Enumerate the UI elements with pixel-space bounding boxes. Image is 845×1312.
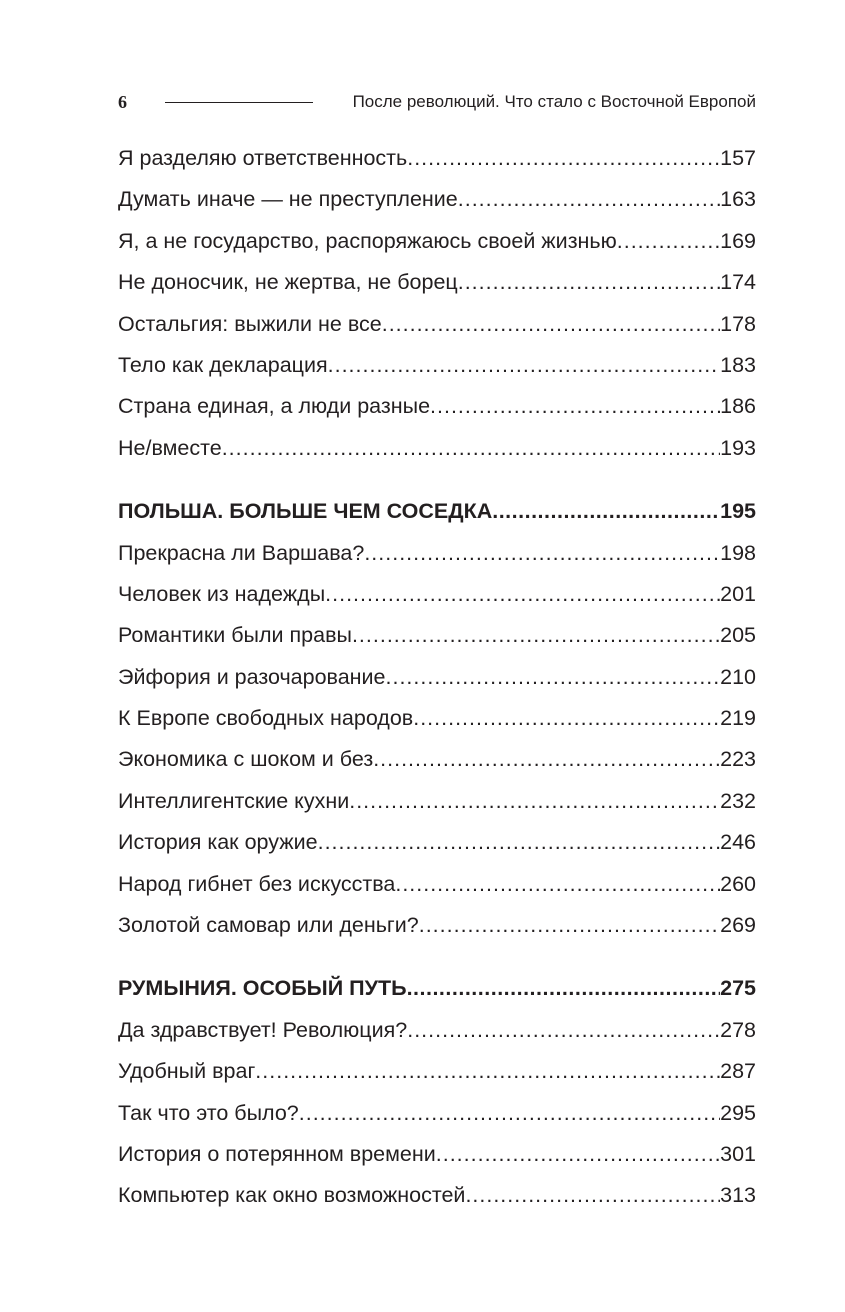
toc-entry[interactable]	[118, 138, 756, 179]
toc-entry-page: 219	[720, 706, 756, 731]
toc-entry-title: Я, а не государство, распоряжаюсь своей жизнью	[118, 228, 617, 253]
toc-entry-title: Не/вместе	[118, 435, 222, 460]
toc-entry-page: 193	[720, 435, 756, 460]
toc-entry-title: Эйфория и разочарование	[118, 664, 386, 689]
running-title: После революций. Что стало с Восточной Европой	[352, 92, 756, 111]
toc-entry-title: Страна единая, а люди разные	[118, 394, 431, 419]
dot-leader	[386, 657, 721, 698]
toc-entry[interactable]	[118, 698, 756, 739]
dot-leader	[458, 262, 720, 303]
toc-entry[interactable]	[118, 262, 756, 303]
dot-leader	[413, 698, 720, 739]
header-rule	[165, 102, 313, 103]
toc-entry-title: Я разделяю ответственность	[118, 146, 408, 170]
dot-leader	[419, 905, 720, 946]
toc-entry-page: 301	[720, 1141, 756, 1166]
dot-leader	[430, 386, 720, 427]
toc-entry[interactable]	[118, 386, 756, 427]
toc-entry-page: 260	[720, 871, 756, 896]
toc-entry[interactable]	[118, 428, 756, 469]
toc-entry-page: 295	[720, 1100, 756, 1125]
toc-entry-title: Человек из надежды	[118, 581, 326, 606]
dot-leader	[436, 1134, 720, 1175]
toc-entry[interactable]	[118, 304, 756, 345]
dot-leader	[352, 615, 720, 656]
toc-entry[interactable]	[118, 574, 756, 615]
toc-entry-page: 269	[720, 913, 756, 938]
toc-entry-title: Тело как декларация	[118, 352, 328, 377]
dot-leader	[299, 1093, 720, 1134]
toc-entry[interactable]	[118, 221, 756, 262]
toc-entry-page: 183	[720, 352, 756, 377]
toc-entry-page: 287	[720, 1059, 756, 1084]
dot-leader	[395, 864, 720, 905]
toc-entry-page: 278	[720, 1017, 756, 1042]
toc-entry[interactable]	[118, 905, 756, 946]
dot-leader	[465, 1175, 720, 1216]
toc-entry-title: Удобный враг	[118, 1059, 256, 1084]
toc-entry-title: Не доносчик, не жертва, не борец	[118, 270, 458, 295]
toc-entry-title: История как оружие	[118, 830, 318, 855]
toc-entry[interactable]	[118, 615, 756, 656]
table-of-contents	[118, 138, 756, 1217]
toc-entry-title: Думать иначе — не преступление	[118, 187, 458, 212]
toc-entry-page: 163	[720, 187, 756, 212]
toc-entry-title: Так что это было?	[118, 1100, 299, 1125]
toc-entry-title: Народ гибнет без искусства	[118, 871, 396, 896]
toc-entry-title: История о потерянном времени	[118, 1141, 436, 1166]
toc-entry[interactable]	[118, 657, 756, 698]
toc-section-heading-romania[interactable]	[118, 968, 756, 1009]
toc-entry-page: 232	[720, 788, 756, 813]
dot-leader	[364, 533, 720, 574]
toc-section-page: 195	[720, 499, 756, 524]
dot-leader	[382, 304, 720, 345]
toc-entry-page: 313	[720, 1183, 756, 1208]
page-number: 6	[118, 92, 127, 112]
section-spacer	[118, 946, 756, 968]
toc-entry[interactable]	[118, 345, 756, 386]
toc-entry[interactable]	[118, 1175, 756, 1216]
dot-leader	[349, 781, 720, 822]
toc-entry[interactable]	[118, 533, 756, 574]
toc-entry-title: Золотой самовар или деньги?	[118, 913, 419, 938]
dot-leader	[407, 138, 720, 179]
toc-entry-title: Остальгия: выжили не все	[118, 311, 382, 336]
toc-entry-page: 157	[720, 146, 756, 170]
dot-leader	[458, 179, 720, 220]
toc-entry-page: 223	[720, 747, 756, 772]
toc-entry[interactable]	[118, 179, 756, 220]
dot-leader	[222, 428, 720, 469]
dot-leader	[318, 822, 721, 863]
toc-entry-title: Компьютер как окно возможностей	[118, 1183, 466, 1208]
toc-entry-page: 178	[720, 311, 756, 336]
toc-entry[interactable]	[118, 864, 756, 905]
dot-leader	[407, 968, 721, 1009]
toc-entry-page: 205	[720, 623, 756, 648]
toc-entry-title: Прекрасна ли Варшава?	[118, 540, 365, 565]
toc-entry-page: 186	[720, 394, 756, 419]
toc-entry-title: Экономика с шоком и без	[118, 747, 374, 772]
dot-leader	[617, 221, 720, 262]
toc-section-title: ПОЛЬША. БОЛЬШЕ ЧЕМ СОСЕДКА	[118, 499, 493, 524]
toc-entry[interactable]	[118, 781, 756, 822]
toc-entry[interactable]	[118, 1093, 756, 1134]
toc-entry[interactable]	[118, 1134, 756, 1175]
toc-entry-page: 198	[720, 540, 756, 565]
dot-leader	[255, 1051, 720, 1092]
toc-entry-title: Романтики были правы	[118, 623, 352, 648]
section-spacer	[118, 469, 756, 491]
toc-section-title: РУМЫНИЯ. ОСОБЫЙ ПУТЬ	[118, 976, 407, 1001]
toc-entry-page: 174	[720, 270, 756, 295]
dot-leader	[492, 491, 720, 532]
toc-section-heading-poland[interactable]	[118, 491, 756, 532]
toc-entry-title: Да здравствует! Революция?	[118, 1017, 408, 1042]
dot-leader	[328, 345, 720, 386]
toc-entry-page: 246	[720, 830, 756, 855]
toc-section-page: 275	[720, 976, 756, 1001]
page-header	[118, 88, 756, 116]
toc-entry[interactable]	[118, 1051, 756, 1092]
dot-leader	[325, 574, 720, 615]
toc-entry-page: 169	[720, 228, 756, 253]
toc-entry[interactable]	[118, 1010, 756, 1051]
toc-entry-title: К Европе свободных народов	[118, 706, 414, 731]
toc-entry[interactable]	[118, 822, 756, 863]
dot-leader	[407, 1010, 720, 1051]
toc-entry-page: 210	[720, 664, 756, 689]
dot-leader	[373, 739, 720, 780]
toc-entry[interactable]	[118, 739, 756, 780]
toc-entry-title: Интеллигентские кухни	[118, 788, 350, 813]
toc-entry-page: 201	[720, 581, 756, 606]
